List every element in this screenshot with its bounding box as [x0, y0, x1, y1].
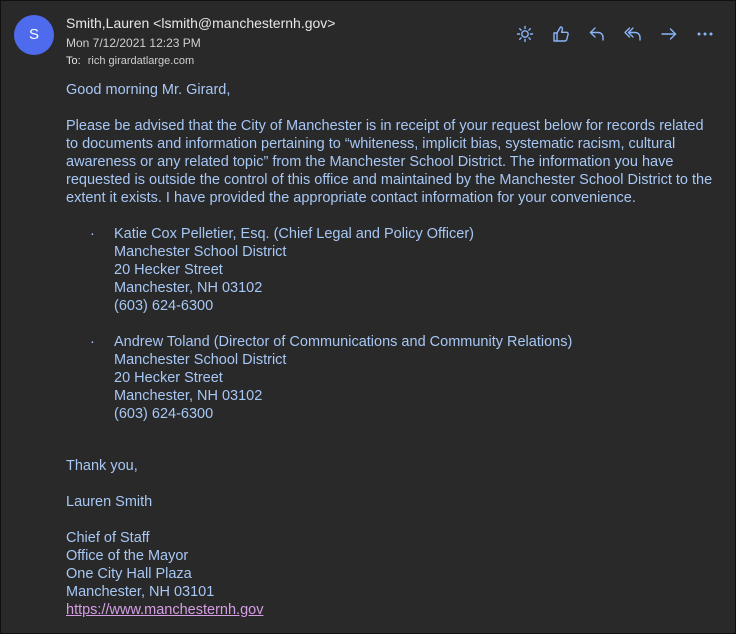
contact-street: 20 Hecker Street	[114, 370, 223, 386]
message-body	[66, 81, 716, 619]
contact-phone: (603) 624-6300	[114, 298, 214, 314]
signature-title: Chief of Staff	[66, 530, 150, 546]
signature-city: Manchester, NH 03101	[66, 584, 215, 600]
contact-city: Manchester, NH 03102	[114, 388, 263, 404]
contact-city: Manchester, NH 03102	[114, 280, 263, 296]
reply-icon[interactable]	[585, 23, 609, 45]
signature-website-link[interactable]: https://www.manchesternh.gov	[66, 602, 264, 618]
signature-address: One City Hall Plaza	[66, 566, 192, 582]
reply-all-icon[interactable]	[621, 23, 645, 45]
message-paragraph: Please be advised that the City of Manchester is in receipt of your request below for records related to documents and information pertaining to “whiteness, implicit bias, systematic racism, cultural awareness or any related topic” from the Manchester School District. The information you have requested is outside the control of this office and maintained by the Manchester School District to the extent it exists. I have provided the appropriate contact information for your convenience.	[66, 118, 713, 206]
contact-org: Manchester School District	[114, 352, 287, 368]
to-label: To:	[66, 55, 81, 67]
contact-block	[66, 225, 716, 315]
contact-name: Andrew Toland (Director of Communications and Community Relations)	[114, 334, 573, 350]
recipient-line	[66, 55, 194, 67]
contact-phone: (603) 624-6300	[114, 406, 214, 422]
more-icon[interactable]	[693, 23, 717, 45]
signature-office: Office of the Mayor	[66, 548, 189, 564]
contact-org: Manchester School District	[114, 244, 287, 260]
signature-name: Lauren Smith	[66, 494, 153, 510]
message-toolbar	[513, 23, 729, 45]
bullet: ·	[90, 334, 95, 350]
forward-icon[interactable]	[657, 23, 681, 45]
like-icon[interactable]	[549, 23, 573, 45]
recipient[interactable]: rich girardatlarge.com	[87, 55, 195, 67]
greeting: Good morning Mr. Girard,	[66, 82, 231, 98]
closing: Thank you,	[66, 458, 138, 474]
contact-street: 20 Hecker Street	[114, 262, 223, 278]
sent-date: Mon 7/12/2021 12:23 PM	[66, 36, 201, 50]
contact-block	[66, 333, 716, 423]
sender-name[interactable]: Smith,Lauren <lsmith@manchesternh.gov>	[66, 15, 336, 31]
avatar[interactable]: S	[14, 15, 54, 55]
contact-name: Katie Cox Pelletier, Esq. (Chief Legal and Policy Officer)	[114, 226, 474, 242]
bullet: ·	[90, 226, 95, 242]
sun-icon[interactable]	[513, 23, 537, 45]
